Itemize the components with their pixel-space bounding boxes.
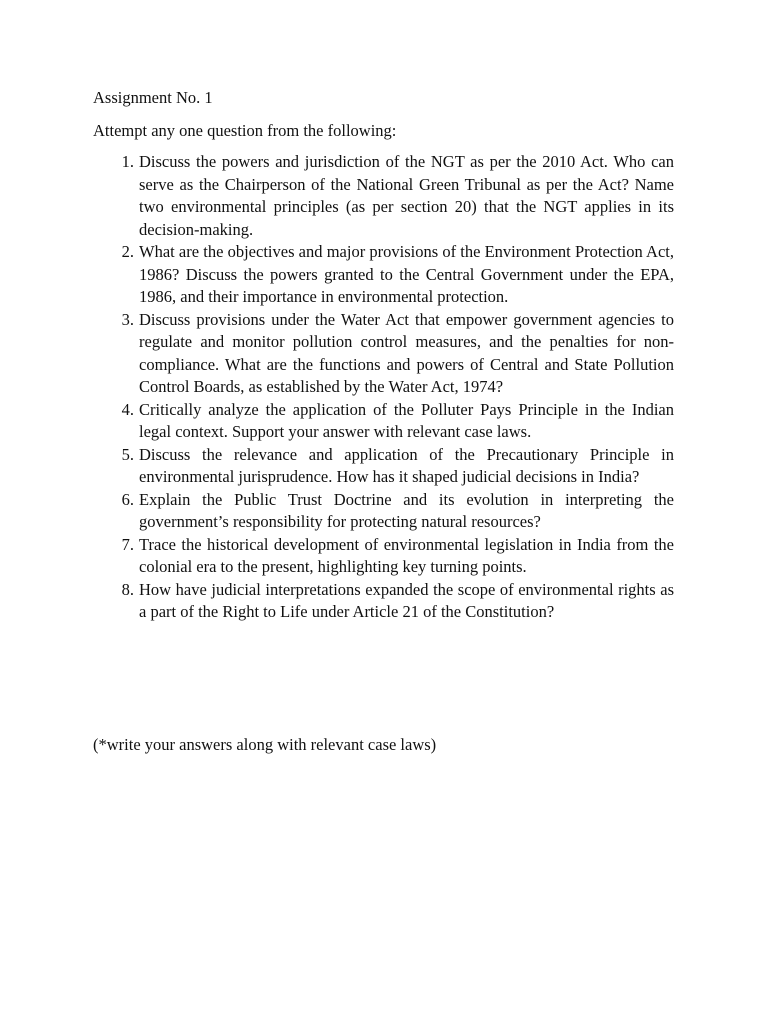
- question-item: [121, 151, 674, 241]
- question-text: Trace the historical development of environmental legislation in India from the colonial era to the present, highlighting key turning points.: [139, 534, 674, 576]
- question-number: 1.: [121, 152, 134, 171]
- question-number: 7.: [121, 534, 134, 554]
- question-text: Discuss the relevance and application of the Precautionary Principle in environmental jurisprudence. How has it shaped judicial decisions in India?: [139, 444, 674, 486]
- question-text: How have judicial interpretations expanded the scope of environmental rights as a part of the Right to Life under Article 21 of the Constitution?: [139, 579, 674, 621]
- question-text: What are the objectives and major provisions of the Environment Protection Act, 1986? Discuss the powers granted to the Central Government under the EPA, 1986, and their importance in environmental protection.: [139, 242, 674, 306]
- footer-note: (*write your answers along with relevant case laws): [93, 735, 437, 754]
- question-text: Critically analyze the application of the Polluter Pays Principle in the Indian legal context. Support your answer with relevant case laws.: [139, 399, 674, 441]
- question-number: 3.: [121, 309, 134, 329]
- question-list: [121, 151, 674, 624]
- question-item: [121, 241, 674, 309]
- question-text: Discuss provisions under the Water Act that empower government agencies to regulate and monitor pollution control measures, and the penalties for non-compliance. What are the functions and powers of Central and State Pollution Control Boards, as established by the Water Act, 1974?: [139, 309, 674, 396]
- question-text: Discuss the powers and jurisdiction of the NGT as per the 2010 Act. Who can serve as the Chairperson of the National Green Tribunal as per the Act? Name two environmental principles (as per section 20) that the NGT applies in its decision-making.: [139, 152, 674, 239]
- question-text: Explain the Public Trust Doctrine and its evolution in interpreting the government’s responsibility for protecting natural resources?: [139, 489, 674, 531]
- question-item: [121, 579, 674, 624]
- question-number: 6.: [121, 489, 134, 509]
- assignment-instruction: Attempt any one question from the following:: [93, 121, 397, 140]
- question-number: 4.: [121, 399, 134, 419]
- question-number: 8.: [121, 579, 134, 599]
- question-item: [121, 534, 674, 579]
- question-number: 5.: [121, 444, 134, 464]
- question-item: [121, 444, 674, 489]
- question-item: [121, 489, 674, 534]
- question-item: [121, 309, 674, 399]
- question-number: 2.: [121, 242, 134, 261]
- assignment-heading: Assignment No. 1: [93, 88, 213, 107]
- question-item: [121, 399, 674, 444]
